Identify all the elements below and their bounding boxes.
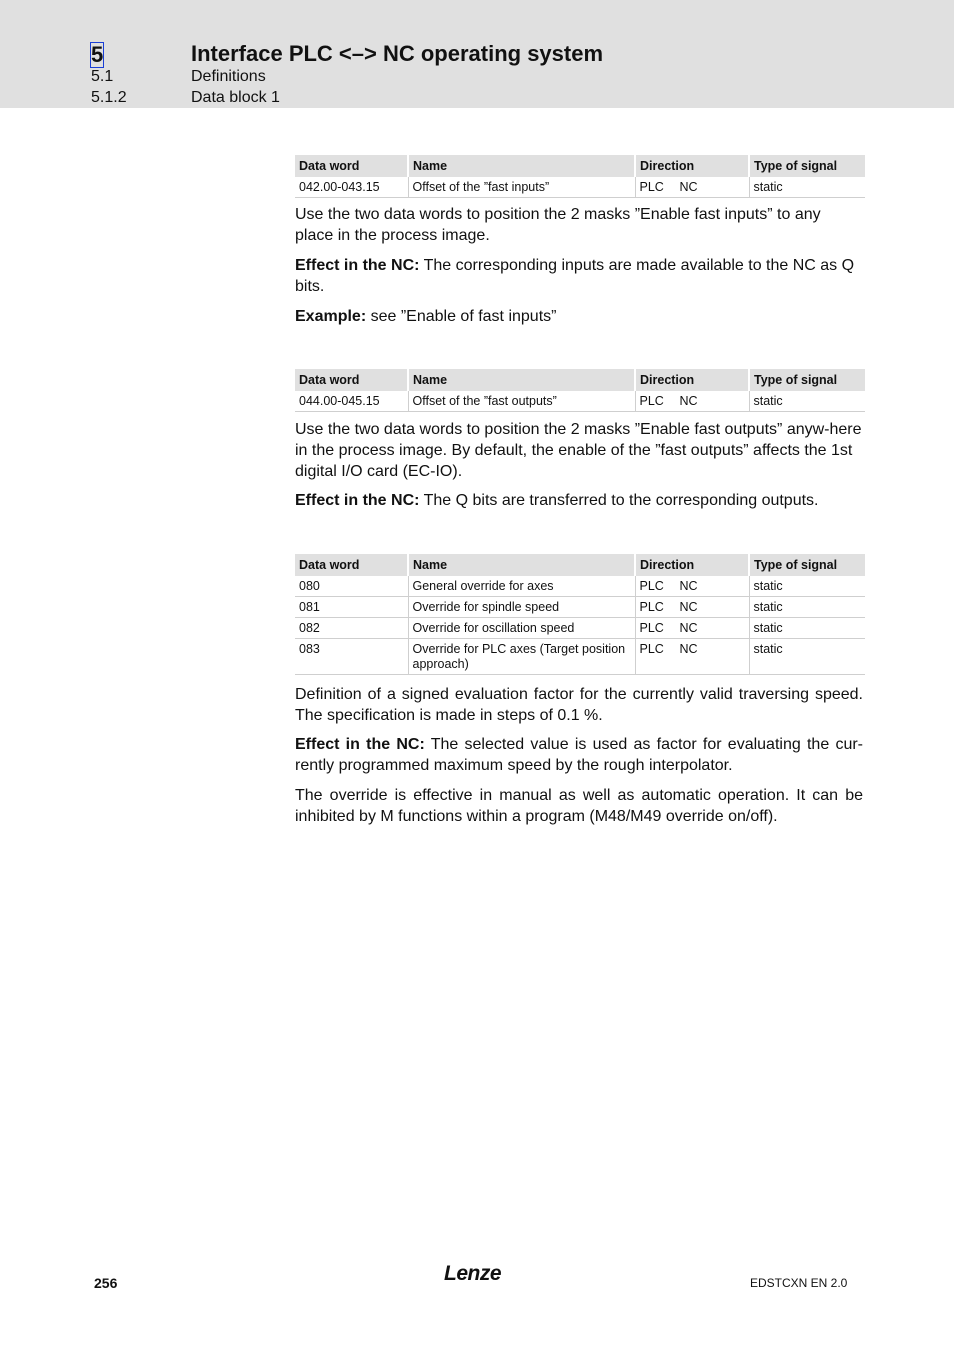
- table-header-row: [295, 155, 865, 177]
- table-row: [295, 618, 865, 639]
- direction-to: NC: [679, 621, 698, 635]
- cell-name: Override for spindle speed: [408, 597, 635, 618]
- table-row: [295, 576, 865, 597]
- cell-data-word: 082: [295, 618, 408, 639]
- paragraph-fast-outputs-effect: [295, 490, 863, 511]
- chapter-number-link[interactable]: 5: [91, 42, 104, 67]
- data-table-fast-outputs: [295, 369, 865, 412]
- table-row: [295, 597, 865, 618]
- col-header-name: Name: [408, 369, 635, 391]
- cell-direction: [635, 618, 749, 639]
- cell-name: Override for oscillation speed: [408, 618, 635, 639]
- data-table-fast-inputs: [295, 155, 865, 198]
- lenze-logo: Lenze: [444, 1262, 502, 1285]
- cell-signal-type: static: [749, 618, 865, 639]
- cell-data-word: 042.00-043.15: [295, 177, 408, 198]
- cell-direction: [635, 597, 749, 618]
- table-row: [295, 177, 865, 198]
- subsection-number: 5.1.2: [91, 89, 127, 106]
- cell-data-word: 080: [295, 576, 408, 597]
- col-header-data-word: Data word: [295, 155, 408, 177]
- cell-signal-type: static: [749, 177, 865, 198]
- cell-signal-type: static: [749, 597, 865, 618]
- section-number: 5.1: [91, 68, 114, 85]
- direction-from: PLC: [639, 621, 664, 635]
- chapter-title: Interface PLC <–> NC operating system: [191, 41, 604, 66]
- document-id: EDSTCXN EN 2.0: [750, 1276, 848, 1290]
- cell-signal-type: static: [749, 639, 865, 675]
- direction-from: PLC: [639, 180, 664, 194]
- page-header: [0, 0, 954, 108]
- cell-name: Offset of the ”fast outputs”: [408, 391, 635, 412]
- effect-label: Effect in the NC:: [295, 257, 420, 274]
- col-header-signal-type: Type of signal: [749, 369, 865, 391]
- section-title: Definitions: [191, 68, 266, 85]
- cell-name: Offset of the ”fast inputs”: [408, 177, 635, 198]
- col-header-data-word: Data word: [295, 554, 408, 576]
- table-header-row: [295, 554, 865, 576]
- paragraph-fast-outputs-description: Use the two data words to position the 2 masks ”Enable fast outputs” anyw-here in the process image. By default, the enable of the ”fast outputs” affects the 1st digital I/O card (EC-IO).: [295, 421, 862, 480]
- paragraph-fast-inputs-description: Use the two data words to position the 2 masks ”Enable fast inputs” to any place in the process image.: [295, 206, 821, 244]
- subsection-title: Data block 1: [191, 89, 280, 106]
- data-table-override: [295, 554, 865, 675]
- cell-direction: [635, 639, 749, 675]
- table-header-row: [295, 369, 865, 391]
- cell-data-word: 081: [295, 597, 408, 618]
- direction-from: PLC: [639, 394, 664, 408]
- paragraph-override-effect: [295, 734, 863, 776]
- effect-label: Effect in the NC:: [295, 736, 425, 753]
- col-header-signal-type: Type of signal: [749, 554, 865, 576]
- cell-data-word: 044.00-045.15: [295, 391, 408, 412]
- cell-direction: [635, 177, 749, 198]
- cell-direction: [635, 576, 749, 597]
- cell-signal-type: static: [749, 576, 865, 597]
- table-row: [295, 391, 865, 412]
- col-header-name: Name: [408, 554, 635, 576]
- cell-direction: [635, 391, 749, 412]
- effect-label: Effect in the NC:: [295, 492, 420, 509]
- col-header-direction: Direction: [635, 369, 749, 391]
- page-number: 256: [94, 1275, 118, 1291]
- effect-text: The selected value is used as factor for evaluating the cur-rently programmed maximum speed by the rough interpolator.: [295, 736, 863, 774]
- cell-name: General override for axes: [408, 576, 635, 597]
- paragraph-fast-inputs-effect: [295, 255, 863, 297]
- direction-from: PLC: [639, 579, 664, 593]
- effect-text: The corresponding inputs are made available to the NC as Q bits.: [295, 257, 855, 295]
- direction-to: NC: [679, 180, 698, 194]
- col-header-name: Name: [408, 155, 635, 177]
- cell-data-word: 083: [295, 639, 408, 675]
- paragraph-override-manual-automatic: The override is effective in manual as well as automatic operation. It can be inhibited by M functions within a program (M48/M49 override on/off).: [295, 787, 863, 825]
- example-text: see ”Enable of fast inputs”: [366, 308, 557, 325]
- direction-to: NC: [679, 394, 698, 408]
- direction-to: NC: [679, 579, 698, 593]
- table-row: [295, 639, 865, 675]
- col-header-direction: Direction: [635, 155, 749, 177]
- col-header-data-word: Data word: [295, 369, 408, 391]
- direction-from: PLC: [639, 642, 664, 656]
- cell-signal-type: static: [749, 391, 865, 412]
- paragraph-fast-inputs-example: [295, 306, 863, 327]
- cell-name: Override for PLC axes (Target position approach): [408, 639, 635, 675]
- direction-to: NC: [679, 600, 698, 614]
- paragraph-override-definition: Definition of a signed evaluation factor for the currently valid traversing speed. The specification is made in steps of 0.1 %.: [295, 686, 863, 724]
- direction-from: PLC: [639, 600, 664, 614]
- col-header-signal-type: Type of signal: [749, 155, 865, 177]
- example-label: Example:: [295, 308, 367, 325]
- direction-to: NC: [679, 642, 698, 656]
- col-header-direction: Direction: [635, 554, 749, 576]
- effect-text: The Q bits are transferred to the corresponding outputs.: [419, 492, 819, 509]
